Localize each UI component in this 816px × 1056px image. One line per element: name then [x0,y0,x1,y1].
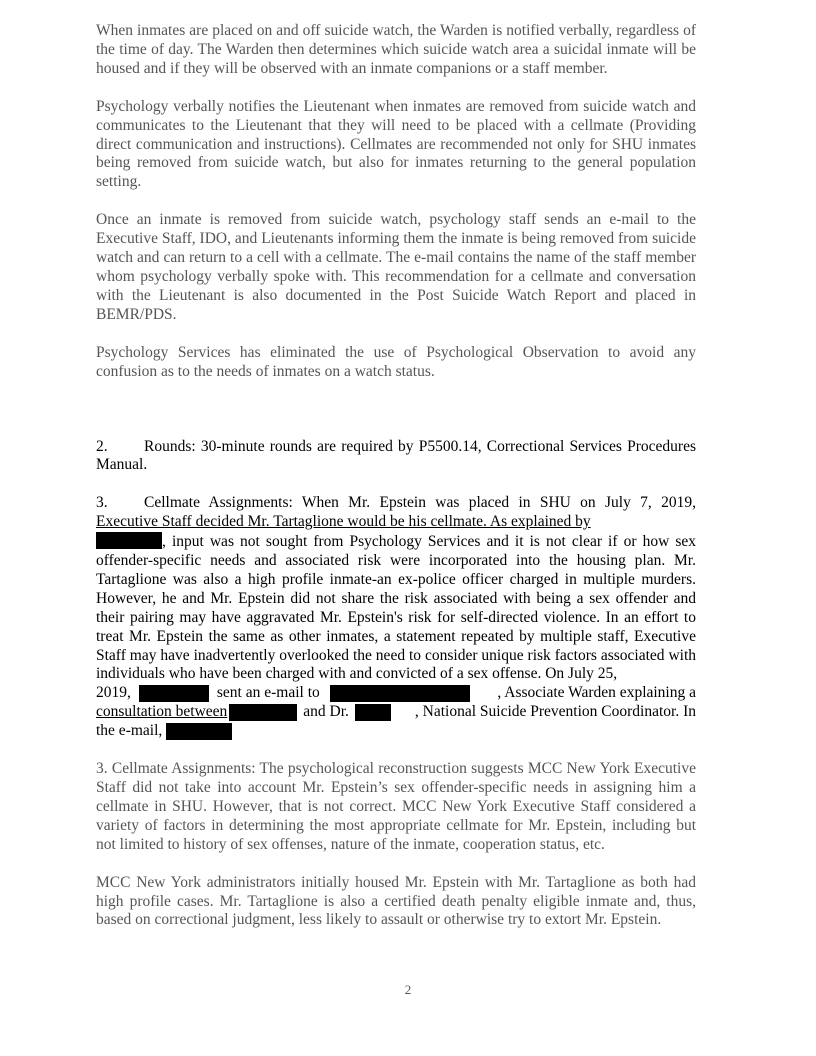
item-number: 2. [96,437,108,455]
item-number: 3. [96,494,108,512]
redaction-box [355,704,391,721]
redaction-box [139,685,209,702]
document-page [96,22,696,930]
item-cellmate-assignments [96,494,696,741]
paragraph-housing-rationale: MCC New York administrators initially housed Mr. Epstein with Mr. Tartaglione as both had high profile cases. Mr. Tartaglione is also a certified death penalty eligible inmate and, thus, based on correctional judgment, less likely to assault or otherwise try to extort Mr. Epstein. [96,873,696,929]
cellmate-body: , input was not sought from Psychology Services and it is not clear if or how sex offender-specific needs and associated risk were incorporated into the housing plan. Mr. Tartaglione was also a high profile inmate-an ex-police officer charged in multiple murders. However, he and Mr. Epstein did not share the risk associated with being a sex offender and their pairing may have aggravated Mr. Epstein's risk for self-directed violence. In an effort to treat Mr. Epstein the same as other inmates, a statement repeated by multiple staff, Executive Staff may have inadvertently overlooked the need to consider unique risk factors associated with individuals who have been charged with and convicted of a sex offense. On July 25, [96,533,696,683]
redaction-box [330,685,470,702]
paragraph-warden-notification: When inmates are placed on and off suicide watch, the Warden is notified verbally, regardless of the time of day. The Warden then determines which suicide watch area a suicidal inmate will be housed and if they will be observed with an inmate companions or a staff member. [96,22,696,77]
cellmate-email: the e-mail, [96,722,163,740]
redaction-box [166,723,232,740]
redaction-box [229,704,297,721]
page-number: 2 [404,982,412,997]
cellmate-and-dr: and Dr. [303,703,349,721]
item-rounds [96,438,696,476]
cellmate-assoc: , Associate Warden explaining a [497,684,696,702]
cellmate-line1: Cellmate Assignments: When Mr. Epstein was placed in SHU on July 7, 2019, [144,494,696,512]
redaction-box [96,532,162,549]
cellmate-year: 2019, [96,684,131,702]
item-rounds-text: Rounds: 30-minute rounds are required by P5500.14, Correctional Services Procedures Manual. [96,437,696,474]
cellmate-consult: consultation between [96,703,228,721]
cellmate-coord: , National Suicide Prevention Coordinator. In [414,703,696,721]
paragraph-removal-email: Once an inmate is removed from suicide watch, psychology staff sends an e-mail to the Executive Staff, IDO, and Lieutenants informing them the inmate is being removed from suicide watch and can return to a cell with a cellmate. The e-mail contains the name of the staff member whom psychology verbally spoke with. This recommendation for a cellmate and conversation with the Lieutenant is also documented in the Post Suicide Watch Report and placed in BEMR/PDS. [96,211,696,323]
cellmate-line2: Executive Staff decided Mr. Tartaglione would be his cellmate. As explained by [96,513,591,531]
cellmate-sent: sent an e-mail to [216,684,320,702]
paragraph-psychology-notification: Psychology verbally notifies the Lieutenant when inmates are removed from suicide watch and communicates to the Lieutenant that they will need to be placed with a cellmate (Providing direct communication and instructions). Cellmates are recommended not only for SHU inmates being removed from suicide watch, but also for inmates returning to the general population setting. [96,97,696,191]
paragraph-cellmate-response: 3. Cellmate Assignments: The psychological reconstruction suggests MCC New York Executive Staff did not take into account Mr. Epstein’s sex offender-specific needs in assigning him a cellmate in SHU. However, that is not correct. MCC New York Executive Staff considered a variety of factors in determining the most appropriate cellmate for Mr. Epstein, including but not limited to history of sex offenses, nature of the inmate, cooperation status, etc. [96,760,696,853]
paragraph-psych-observation: Psychology Services has eliminated the use of Psychological Observation to avoid any confusion as to the needs of inmates on a watch status. [96,343,696,380]
